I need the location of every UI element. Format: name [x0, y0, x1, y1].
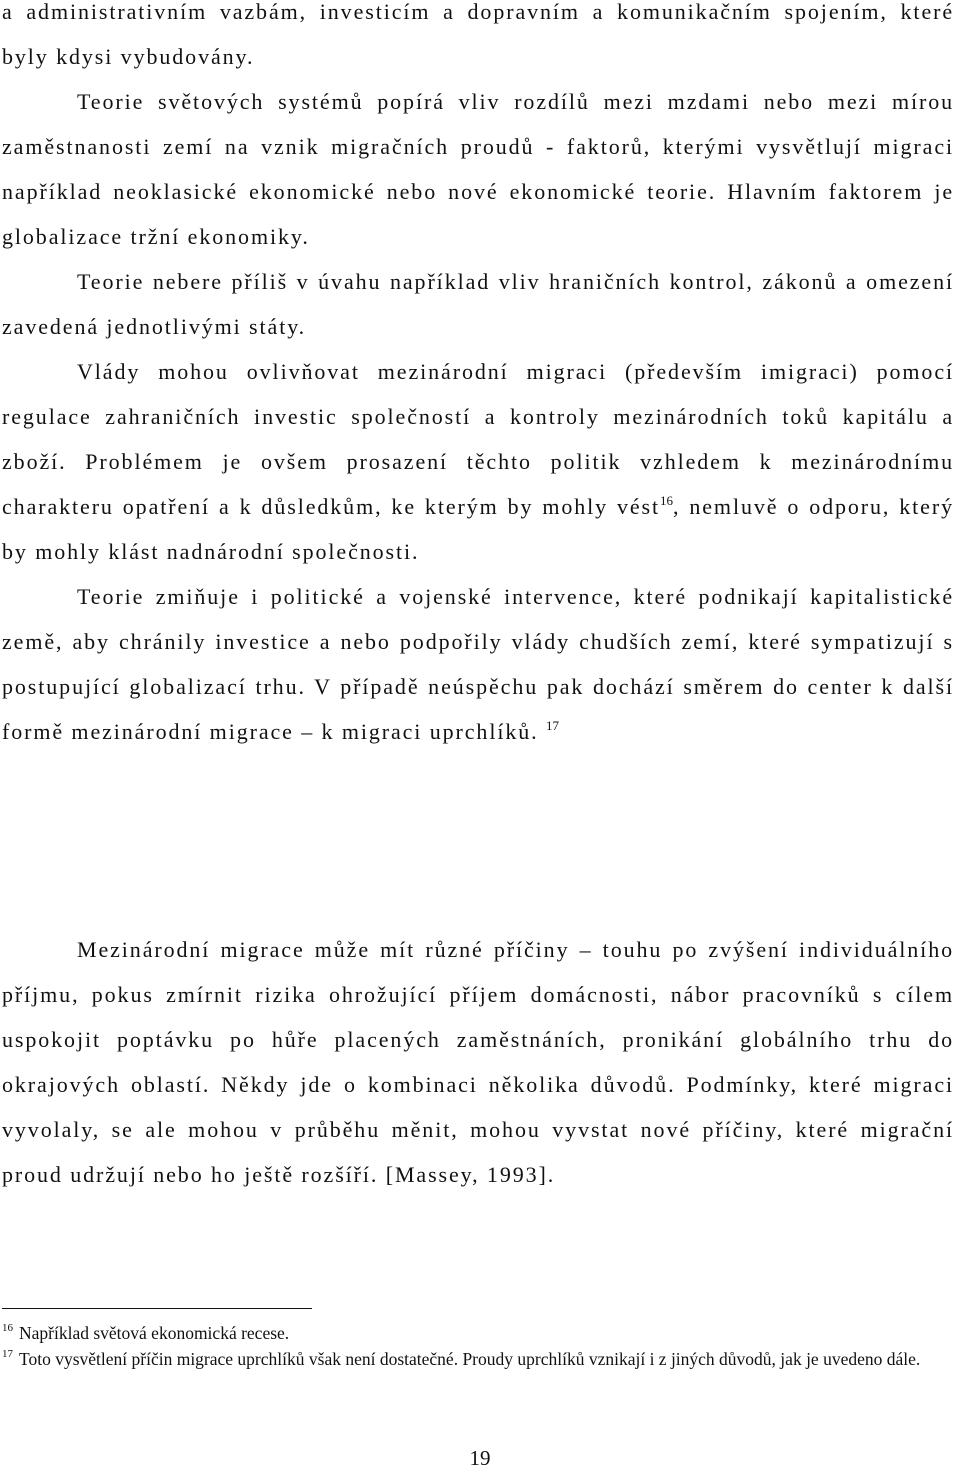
paragraph-text: , nemluvě o odporu, který by mohly klást nadnárodní společnosti.: [2, 494, 954, 564]
footnote-separator: [2, 1308, 312, 1309]
paragraph-government-influence: [2, 349, 954, 574]
footnote-text: Například světová ekonomická recese.: [19, 1323, 290, 1343]
footnote-number: 17: [2, 1348, 13, 1360]
paragraph-text: Vlády mohou ovlivňovat mezinárodní migraci (především imigraci) pomocí regulace zahraničních investic společností a kontroly mezinárodních toků kapitálu a zboží. Problémem je ovšem prosazení těchto politik vzhledem k mezinárodnímu charakteru opatření a k důsledkům, ke kterým by mohly vést: [2, 359, 954, 519]
footnote-17: [2, 1346, 956, 1372]
second-text-block: [2, 927, 954, 1197]
footnote-number: 16: [2, 1322, 13, 1334]
footnote-reference-16[interactable]: 16: [660, 493, 674, 508]
paragraph-text: Teorie zmiňuje i politické a vojenské intervence, které podnikají kapitalistické země, aby chránily investice a nebo podpořily vlády chudších zemí, které sympatizují s postupující globalizací trhu. V případě neúspěchu pak dochází směrem do center k další formě mezinárodní migrace – k migraci uprchlíků.: [2, 584, 954, 744]
page-number: 19: [469, 1446, 491, 1470]
paragraph-migration-causes: Mezinárodní migrace může mít různé příčiny – touhu po zvýšení individuálního příjmu, pokus zmírnit rizika ohrožující příjem domácnosti, nábor pracovníků s cílem uspokojit poptávku po hůře placených zaměstnáních, pronikání globálního trhu do okrajových oblastí. Někdy jde o kombinaci několika důvodů. Podmínky, které migraci vyvolaly, se ale mohou v průběhu měnit, mohou vyvstat nové příčiny, které migrační proud udržují nebo ho ještě rozšíří. [Massey, 1993].: [2, 937, 954, 1187]
footnote-text: Toto vysvětlení příčin migrace uprchlíků však není dostatečné. Proudy uprchlíků vznikají i z jiných důvodů, jak je uvedeno dále.: [19, 1349, 921, 1369]
paragraph-border-controls: Teorie nebere příliš v úvahu například vliv hraničních kontrol, zákonů a omezení zavedená jednotlivými státy.: [2, 269, 954, 339]
footnote-16: [2, 1320, 956, 1346]
footnote-reference-17[interactable]: 17: [545, 718, 559, 733]
footnotes: [2, 1320, 956, 1372]
paragraph-interventions: [2, 574, 954, 754]
paragraph-continuation: a administrativním vazbám, investicím a dopravním a komunikačním spojením, které byly kdysi vybudovány.: [2, 0, 954, 69]
main-text-block: [2, 0, 954, 754]
paragraph-world-systems-theory: Teorie světových systémů popírá vliv rozdílů mezi mzdami nebo mezi mírou zaměstnanosti zemí na vznik migračních proudů - faktorů, kterými vysvětlují migraci například neoklasické ekonomické nebo nové ekonomické teorie. Hlavním faktorem je globalizace tržní ekonomiky.: [2, 89, 954, 249]
